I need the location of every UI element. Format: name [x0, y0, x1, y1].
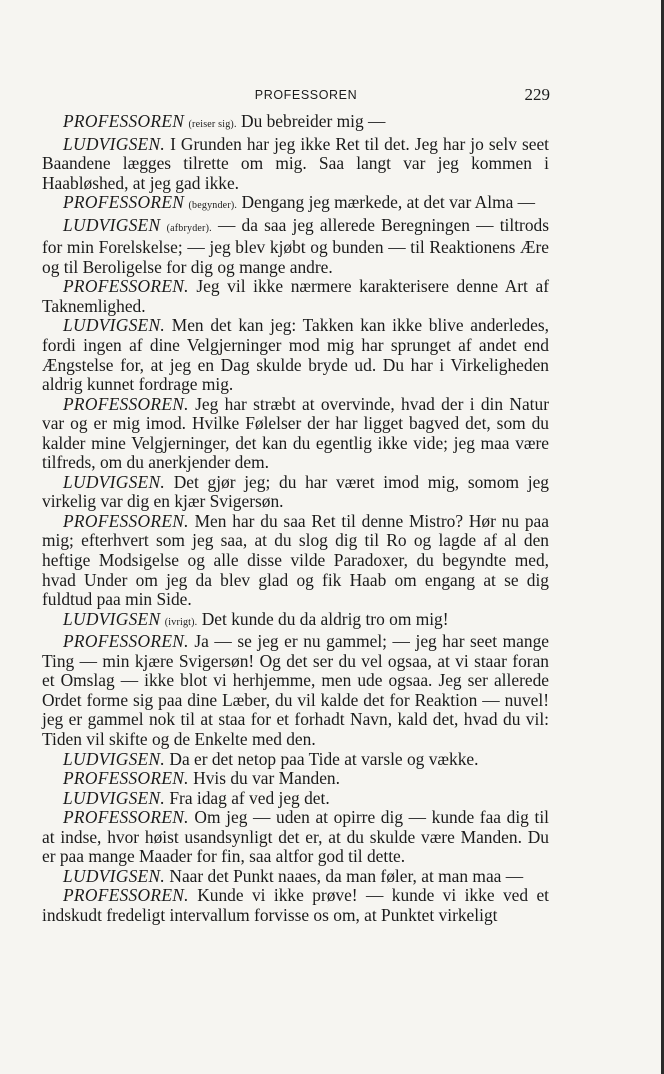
speaker-name: PROFESSOREN.: [63, 885, 189, 906]
paragraph: [42, 789, 549, 809]
paragraph: [42, 769, 549, 789]
speaker-name: LUDVIGSEN: [63, 608, 161, 629]
page-header: [62, 85, 550, 108]
stage-direction: (reiser sig).: [188, 119, 237, 130]
paragraph: [42, 808, 549, 867]
body-text: [42, 112, 549, 925]
speaker-name: LUDVIGSEN: [63, 214, 161, 235]
dialogue: Om jeg — uden at opirre dig — kunde faa dig til at indse, hvor høist usandsynligt det er, at du skulde være Manden. Du er paa mange Maader for fin, saa altfor god til dette.: [42, 807, 549, 867]
speaker-name: LUDVIGSEN.: [63, 133, 166, 154]
dialogue: Ja — se jeg er nu gammel; — jeg har seet mange Ting — min kjære Svigersøn! Og det ser du vel ogsaa, at vi staar foran et Omslag — ikke blot vi herhjemme, men ude ogsaa. Jeg ser allerede Ordet forme sig paa dine Læber, du vil kalde det for Reaktion — nuvel! jeg er gammel nok til at staa for et forhadt Navn, kald det, hvad du vil: Tiden vil skifte og de Enkelte med den.: [42, 631, 549, 749]
speaker-name: PROFESSOREN: [63, 192, 185, 213]
paragraph: [42, 632, 549, 749]
stage-direction: (begynder).: [188, 200, 238, 212]
dialogue: Du bebreider mig —: [236, 111, 386, 131]
dialogue: Men har du saa Ret til denne Mistro? Hør nu paa mig; efterhvert som jeg saa, at du slog dig til Ro og lagde af al den heftige Modsigelse og alle disse vilde Paradoxer, du begyndte med, hvad Under om jeg da blev glad og fik Haab om engang at se dig fuldtud paa min Side.: [42, 510, 549, 610]
paragraph: [42, 316, 549, 394]
paragraph: [42, 277, 549, 316]
dialogue: Dengang jeg mærkede, at det var Alma —: [237, 192, 536, 213]
paragraph: [42, 216, 549, 278]
speaker-name: PROFESSOREN: [63, 111, 185, 131]
speaker-name: PROFESSOREN.: [63, 807, 189, 828]
dialogue: Da er det netop paa Tide at varsle og vække.: [165, 748, 479, 769]
paragraph: [42, 112, 549, 135]
speaker-name: LUDVIGSEN.: [63, 748, 166, 769]
speaker-name: LUDVIGSEN.: [63, 865, 166, 886]
dialogue: Hvis du var Manden.: [188, 768, 340, 789]
dialogue: Det kunde du da aldrig tro om mig!: [197, 608, 449, 629]
paragraph: [42, 512, 549, 610]
speaker-name: PROFESSOREN.: [63, 276, 189, 297]
paragraph: [42, 886, 549, 925]
speaker-name: LUDVIGSEN.: [63, 471, 166, 492]
speaker-name: PROFESSOREN.: [63, 510, 189, 531]
dialogue: Naar det Punkt naaes, da man føler, at man maa —: [165, 865, 524, 886]
dialogue: Jeg har stræbt at overvinde, hvad der i din Natur var og er mig imod. Hvilke Følelser der har ligget bagved det, som du kalder mine Velgjerninger, det kan du egentlig ikke vide; jeg maa være tilfreds, om du anerkjender dem.: [42, 393, 549, 473]
paragraph: [42, 395, 549, 473]
paragraph: [42, 193, 549, 216]
speaker-name: PROFESSOREN.: [63, 768, 189, 789]
speaker-name: LUDVIGSEN.: [63, 315, 166, 336]
speaker-name: PROFESSOREN.: [63, 393, 189, 414]
paragraph: [42, 610, 549, 633]
stage-direction: (afbryder).: [166, 222, 212, 234]
dialogue: Fra idag af ved jeg det.: [165, 787, 330, 808]
page-number: 229: [524, 85, 550, 104]
running-head: PROFESSOREN: [254, 88, 358, 102]
paragraph: [42, 867, 549, 887]
speaker-name: LUDVIGSEN.: [63, 787, 166, 808]
speaker-name: PROFESSOREN.: [63, 631, 189, 652]
dialogue: Kunde vi ikke prøve! — kunde vi ikke ved et indskudt fredeligt intervallum forvisse os om, at Punktet virkeligt: [42, 885, 549, 925]
dialogue: Jeg vil ikke nærmere karakterisere denne Art af Taknemlighed.: [42, 276, 549, 316]
dialogue: Det gjør jeg; du har været imod mig, somom jeg virkelig var dig en kjær Svigersøn.: [42, 471, 549, 512]
paragraph: [42, 135, 549, 194]
stage-direction: (ivrigt).: [164, 616, 198, 628]
dialogue: Men det kan jeg: Takken kan ikke blive anderledes, fordi ingen af dine Velgjerninger mod mig har sprunget af andet end Ængstelse for, at jeg en Dag skulde bryde ud. Du har i Virkeligheden aldrig kunnet fordrage mig.: [42, 315, 549, 395]
dialogue: — da saa jeg allerede Beregningen — tiltrods for min Forelskelse; — jeg blev kjøbt og bunden — til Reaktionens Ære og til Beroligelse for dig og mange andre.: [42, 214, 549, 277]
paragraph: [42, 750, 549, 770]
dialogue: I Grunden har jeg ikke Ret til det. Jeg har jo selv seet Baandene lægges tilrette om mig. Saa langt var jeg kommen i Haabløshed, at jeg gad ikke.: [42, 133, 549, 193]
paragraph: [42, 473, 549, 512]
